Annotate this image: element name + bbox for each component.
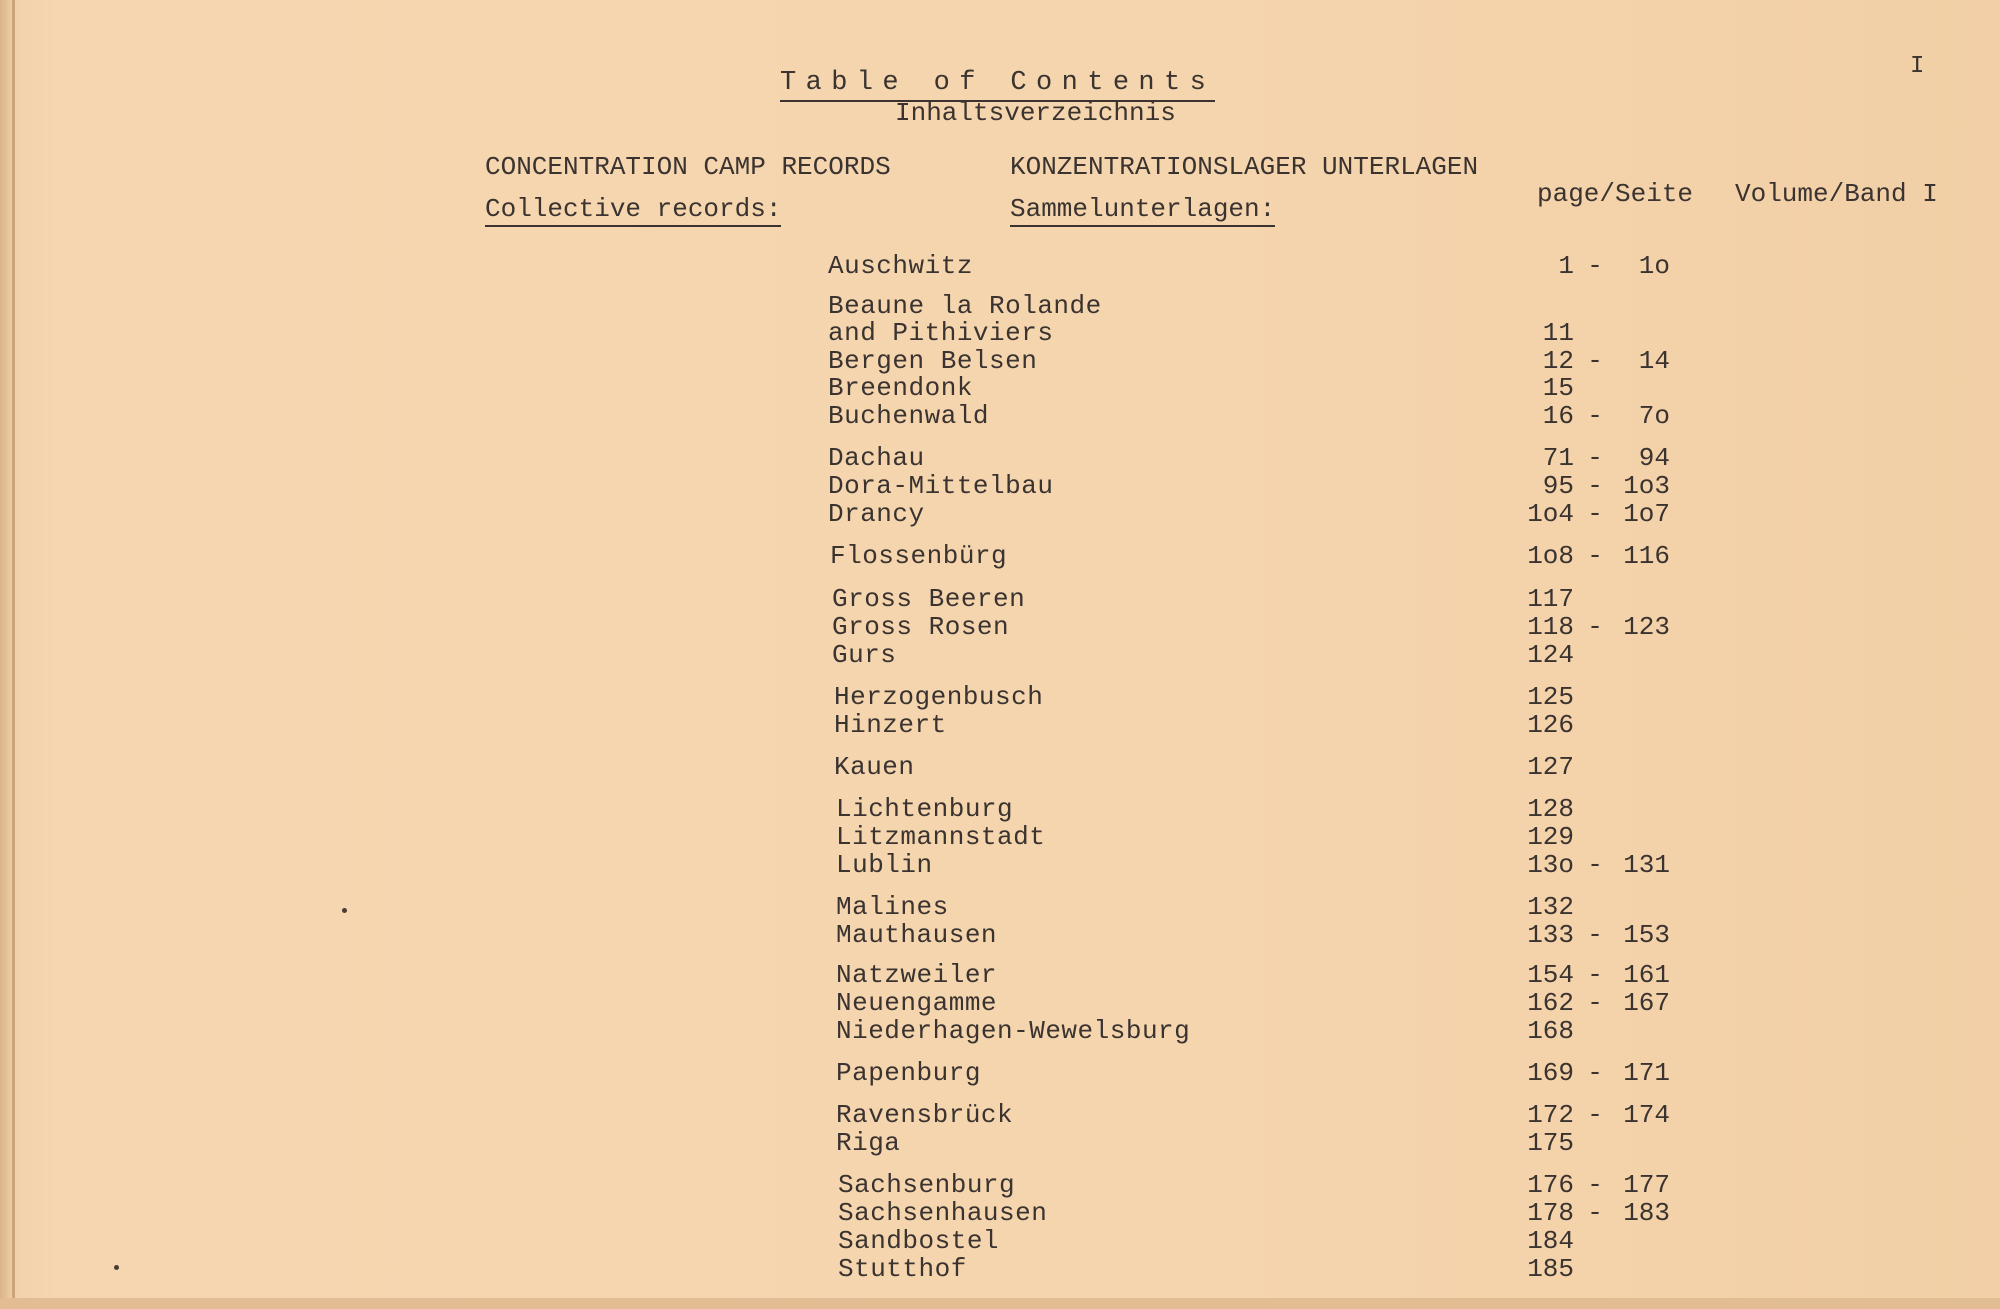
toc-entry-page-start: 185 <box>1527 1254 1574 1284</box>
toc-entry-page-start: 1o8 <box>1527 541 1574 571</box>
toc-entry-dash: - <box>1587 499 1603 529</box>
toc-entry-dash: - <box>1587 960 1603 990</box>
toc-entry-name: Litzmannstadt <box>836 822 1046 852</box>
toc-entry-page-end: 153 <box>1623 920 1670 950</box>
toc-entry-name: Auschwitz <box>828 251 973 281</box>
toc-entry-name: Lublin <box>836 850 933 880</box>
toc-entry-dash: - <box>1587 251 1603 281</box>
toc-entry-dash: - <box>1587 1100 1603 1130</box>
toc-entry-page-start: 162 <box>1527 988 1574 1018</box>
toc-entry-page-end: 171 <box>1623 1058 1670 1088</box>
toc-entry-name: Bergen Belsen <box>828 346 1038 376</box>
toc-entry-dash: - <box>1587 612 1603 642</box>
toc-entry-dash: - <box>1587 1170 1603 1200</box>
toc-entry-name: Breendonk <box>828 373 973 403</box>
toc-entry-name: Dora-Mittelbau <box>828 471 1054 501</box>
toc-entry-page-start: 1 <box>1558 251 1574 281</box>
toc-entry-name: Herzogenbusch <box>834 682 1044 712</box>
page-number: I <box>1910 53 1925 80</box>
toc-entry-name: Sachsenhausen <box>838 1198 1048 1228</box>
toc-entry-page-start: 11 <box>1542 318 1574 348</box>
toc-entry-dash: - <box>1587 346 1603 376</box>
toc-entry-page-start: 176 <box>1527 1170 1574 1200</box>
toc-entry-name: Hinzert <box>834 710 947 740</box>
toc-entry-name: and Pithiviers <box>828 318 1054 348</box>
toc-entry-page-start: 71 <box>1542 443 1574 473</box>
toc-entry-name: Neuengamme <box>836 988 998 1018</box>
toc-entry-page-start: 168 <box>1527 1016 1574 1046</box>
toc-entry-page-end: 183 <box>1623 1198 1670 1228</box>
toc-entry-name: Malines <box>836 892 949 922</box>
toc-entry-name: Riga <box>836 1128 901 1158</box>
toc-entry-name: Stutthof <box>838 1254 967 1284</box>
toc-entry-page-start: 169 <box>1527 1058 1574 1088</box>
toc-entry-page-start: 175 <box>1527 1128 1574 1158</box>
toc-entry-name: Natzweiler <box>836 960 998 990</box>
toc-entry-page-end: 123 <box>1623 612 1670 642</box>
toc-entry-dash: - <box>1587 471 1603 501</box>
toc-entry-name: Papenburg <box>836 1058 981 1088</box>
toc-entry-name: Mauthausen <box>836 920 998 950</box>
section-heading-en: CONCENTRATION CAMP RECORDS <box>485 152 891 182</box>
toc-entry-page-start: 125 <box>1527 682 1574 712</box>
toc-entry-page-end: 1o <box>1638 251 1670 281</box>
toc-entry-page-start: 118 <box>1527 612 1574 642</box>
toc-entry-page-start: 129 <box>1527 822 1574 852</box>
toc-entry-page-start: 1o4 <box>1527 499 1574 529</box>
page-title: Table of Contents <box>780 68 1215 102</box>
toc-entry-page-start: 124 <box>1527 640 1574 670</box>
toc-entry-page-start: 133 <box>1527 920 1574 950</box>
toc-entry-page-end: 131 <box>1623 850 1670 880</box>
toc-entry-name: Gross Beeren <box>832 584 1026 614</box>
toc-entry-name: Dachau <box>828 443 925 473</box>
toc-entry-dash: - <box>1587 920 1603 950</box>
paper-speck <box>342 908 347 913</box>
paper-speck <box>114 1265 119 1270</box>
toc-entry-page-start: 12 <box>1542 346 1574 376</box>
toc-entry-page-start: 95 <box>1542 471 1574 501</box>
page-column-header: page/Seite <box>1537 179 1694 209</box>
toc-entry-page-start: 128 <box>1527 794 1574 824</box>
page-subtitle: Inhaltsverzeichnis <box>895 98 1176 128</box>
toc-entry-name: Beaune la Rolande <box>828 291 1102 321</box>
section-heading-de: KONZENTRATIONSLAGER UNTERLAGEN <box>1010 152 1479 182</box>
collective-records-label-en: Collective records: <box>485 194 781 227</box>
toc-entry-dash: - <box>1587 401 1603 431</box>
toc-entry-name: Lichtenburg <box>836 794 1014 824</box>
toc-entry-page-start: 117 <box>1527 584 1574 614</box>
toc-entry-page-start: 15 <box>1542 373 1574 403</box>
toc-entry-name: Gurs <box>832 640 897 670</box>
toc-entry-page-end: 1o3 <box>1623 471 1670 501</box>
toc-entry-page-end: 94 <box>1638 443 1670 473</box>
toc-entry-page-start: 178 <box>1527 1198 1574 1228</box>
toc-entry-page-start: 16 <box>1542 401 1574 431</box>
toc-entry-page-start: 13o <box>1527 850 1574 880</box>
toc-entry-page-start: 132 <box>1527 892 1574 922</box>
toc-entry-page-end: 14 <box>1638 346 1670 376</box>
toc-entry-page-end: 1o7 <box>1623 499 1670 529</box>
toc-entry-name: Sachsenburg <box>838 1170 1016 1200</box>
toc-entry-dash: - <box>1587 850 1603 880</box>
toc-entry-name: Flossenbürg <box>830 541 1008 571</box>
toc-entry-dash: - <box>1587 1058 1603 1088</box>
volume-column-header: Volume/Band I <box>1735 179 1938 209</box>
toc-entry-page-end: 174 <box>1623 1100 1670 1130</box>
toc-entry-dash: - <box>1587 541 1603 571</box>
toc-entry-name: Buchenwald <box>828 401 990 431</box>
toc-entry-page-end: 7o <box>1638 401 1670 431</box>
toc-entry-page-start: 126 <box>1527 710 1574 740</box>
toc-entry-dash: - <box>1587 1198 1603 1228</box>
toc-entry-page-end: 167 <box>1623 988 1670 1018</box>
toc-entry-page-end: 161 <box>1623 960 1670 990</box>
toc-entry-name: Ravensbrück <box>836 1100 1014 1130</box>
page-binding-edge <box>12 0 15 1309</box>
toc-entry-page-start: 184 <box>1527 1226 1574 1256</box>
toc-entry-page-end: 177 <box>1623 1170 1670 1200</box>
toc-entry-page-end: 116 <box>1623 541 1670 571</box>
toc-entry-name: Gross Rosen <box>832 612 1010 642</box>
toc-entry-dash: - <box>1587 988 1603 1018</box>
toc-entry-name: Kauen <box>834 752 915 782</box>
toc-entry-dash: - <box>1587 443 1603 473</box>
page-bottom-edge <box>0 1298 2000 1309</box>
toc-entry-page-start: 154 <box>1527 960 1574 990</box>
toc-entry-name: Sandbostel <box>838 1226 1000 1256</box>
collective-records-label-de: Sammelunterlagen: <box>1010 194 1275 227</box>
toc-entry-name: Niederhagen-Wewelsburg <box>836 1016 1191 1046</box>
toc-entry-page-start: 172 <box>1527 1100 1574 1130</box>
toc-entry-name: Drancy <box>828 499 925 529</box>
toc-entry-page-start: 127 <box>1527 752 1574 782</box>
